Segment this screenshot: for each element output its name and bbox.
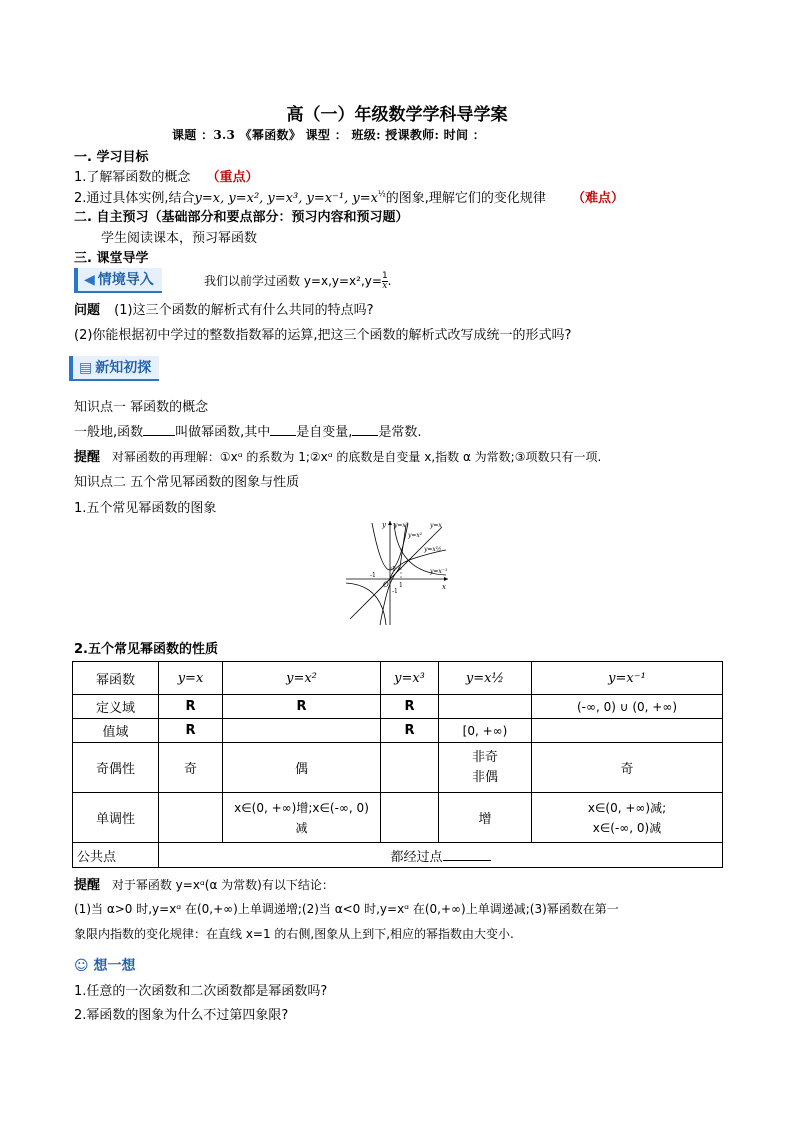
curve-y-x3 <box>380 525 406 625</box>
row-label: 值域 <box>73 719 159 743</box>
table-cell[interactable] <box>532 719 723 743</box>
table-cell: 奇 <box>159 743 223 793</box>
table-row <box>73 793 723 843</box>
label-x2: y=x² <box>408 532 423 539</box>
row-label: 单调性 <box>73 793 159 843</box>
subheading-properties: 2.五个常见幂函数的性质 <box>74 642 218 657</box>
common-point-text: 都经过点 <box>390 849 443 865</box>
common-point-cell <box>159 843 723 868</box>
badge-new-knowledge-label: 新知初探 <box>95 360 152 376</box>
table-cell: R <box>159 719 223 743</box>
question-1-text: (1)这三个函数的解析式有什么共同的特点吗? <box>114 303 374 318</box>
table-cell: R <box>159 695 223 719</box>
think-question-2: 2.幂函数的图象为什么不过第四象限? <box>74 1008 289 1023</box>
goal-1-tag: （重点） <box>206 170 259 185</box>
blank-common-point[interactable] <box>443 849 491 861</box>
intro-main: 我们以前学过函数 y=x,y=x²,y= <box>204 274 382 288</box>
page-subtitle: 课题 ：3.3 《幂函数》 课型 ： 班级: 授课教师: 时间 ： <box>172 128 486 142</box>
tip-2-line3: 象限内指数的变化规律：在直线 x=1 的右侧,图象从上到下,相应的幂指数由大变小. <box>74 927 514 941</box>
goal-2-tag: （难点） <box>572 191 625 206</box>
table-row <box>73 743 723 793</box>
intro-end: . <box>387 274 392 288</box>
label-x: y=x <box>430 522 442 529</box>
section-heading-guide: 三. 课堂导学 <box>74 251 149 266</box>
table-cell: R <box>223 695 381 719</box>
table-header: y=x³ <box>381 662 439 695</box>
goal-2-text-b: 的图象,理解它们的变化规律 <box>385 191 546 206</box>
table-cell: (-∞, 0) ∪ (0, +∞) <box>532 695 723 719</box>
think-heading <box>74 955 135 975</box>
knowledge-point-1: 知识点一 幂函数的概念 <box>74 400 209 415</box>
table-cell: [0, +∞) <box>439 719 532 743</box>
table-header: y=x⁻¹ <box>532 662 723 695</box>
table-cell: 偶 <box>223 743 381 793</box>
goal-2-text-a: 2.通过具体实例,结合 <box>74 191 195 206</box>
question-1 <box>74 299 373 318</box>
label-x-neg-one: -1 <box>370 572 376 579</box>
think-heading-text: 想一想 <box>93 958 136 974</box>
label-sqrt: y=x½ <box>424 546 442 553</box>
label-origin: O <box>383 581 389 589</box>
badge-situation-label: 情境导入 <box>97 272 154 288</box>
goal-1 <box>74 166 259 185</box>
intro-text <box>204 272 392 291</box>
table-header: y=x <box>159 662 223 695</box>
def-text-b: 叫做幂函数,其中 <box>175 425 271 440</box>
tip-2-line1 <box>74 874 334 893</box>
section-heading-goals: 一. 学习目标 <box>74 150 149 165</box>
tip-1-label: 提醒 <box>74 450 101 465</box>
tip-1 <box>74 446 601 465</box>
blank-variable[interactable] <box>270 424 296 436</box>
label-y-neg-one: -1 <box>392 588 398 595</box>
table-row-common <box>73 843 723 868</box>
row-label: 定义域 <box>73 695 159 719</box>
table-cell[interactable] <box>439 695 532 719</box>
goal-2-funcs: y=x, y=x², y=x³, y=x⁻¹, y=x <box>194 191 378 206</box>
goal-2-exp: ½ <box>377 189 386 199</box>
label-inv: y=x⁻¹ <box>430 568 448 575</box>
table-header: 幂函数 <box>73 662 159 695</box>
page-title: 高（一）年级数学学科导学案 <box>286 105 508 125</box>
table-cell: x∈(0, +∞)增;x∈(-∞, 0) 减 <box>223 793 381 843</box>
table-cell: 非奇 非偶 <box>439 743 532 793</box>
goal-2 <box>74 187 624 206</box>
intro-frac-den: x <box>382 281 388 291</box>
row-label: 奇偶性 <box>73 743 159 793</box>
label-y-axis: y <box>382 521 386 529</box>
book-icon: ▤ <box>79 360 93 376</box>
question-label: 问题 <box>74 303 101 318</box>
power-function-graph <box>342 517 454 627</box>
tip-2-line1-text: 对于幂函数 y=xᵅ(α 为常数)有以下结论： <box>111 878 334 892</box>
table-cell[interactable] <box>159 793 223 843</box>
label-y-one: 1 <box>392 566 396 573</box>
badge-new-knowledge <box>69 356 159 381</box>
goal-1-text: 1.了解幂函数的概念 <box>74 170 191 185</box>
table-cell[interactable] <box>223 719 381 743</box>
intro-frac-num: 1 <box>381 271 388 281</box>
blank-constant[interactable] <box>352 424 378 436</box>
knowledge-point-2: 知识点二 五个常见幂函数的图象与性质 <box>74 475 300 490</box>
table-header: y=x² <box>223 662 381 695</box>
think-question-1: 1.任意的一次函数和二次函数都是幂函数吗? <box>74 984 328 999</box>
preview-text: 学生阅读课本，预习幂函数 <box>101 231 258 246</box>
row-label: 公共点 <box>73 843 159 868</box>
table-cell[interactable] <box>381 793 439 843</box>
properties-table <box>72 661 723 868</box>
section-heading-preview: 二. 自主预习（基础部分和要点部分：预习内容和预习题） <box>74 210 409 225</box>
tip-1-text: 对幂函数的再理解：①xᵅ 的系数为 1;②xᵅ 的底数是自变量 x,指数 α 为常数;③项数只有一项. <box>111 450 602 464</box>
definition-line <box>74 421 422 440</box>
label-x3: y=x³ <box>394 522 409 529</box>
table-cell: R <box>381 695 439 719</box>
table-cell[interactable] <box>381 743 439 793</box>
y-axis-arrow <box>388 521 392 525</box>
badge-situation <box>74 268 162 293</box>
tip-2-line2: (1)当 α>0 时,y=xᵅ 在(0,+∞)上单调递增;(2)当 α<0 时,y=xᵅ 在(0,+∞)上单调递减;(3)幂函数在第一 <box>74 902 619 916</box>
table-header: y=x½ <box>439 662 532 695</box>
tip-2-label: 提醒 <box>74 878 101 893</box>
def-text-a: 一般地,函数 <box>74 425 144 440</box>
subheading-graphs: 1.五个常见幂函数的图象 <box>74 501 217 516</box>
table-row <box>73 719 723 743</box>
question-2: (2)你能根据初中学过的整数指数幂的运算,把这三个函数的解析式改写成统一的形式吗? <box>74 328 572 343</box>
lightbulb-icon: ☺ <box>74 958 89 974</box>
table-cell: x∈(0, +∞)减; x∈(-∞, 0)减 <box>532 793 723 843</box>
label-x-one: 1 <box>399 582 403 589</box>
x-axis-arrow <box>444 577 448 581</box>
table-row <box>73 695 723 719</box>
table-cell: 增 <box>439 793 532 843</box>
def-text-c: 是自变量, <box>296 425 353 440</box>
table-cell: R <box>381 719 439 743</box>
blank-function[interactable] <box>143 424 175 436</box>
table-header-row <box>73 662 723 695</box>
label-x-axis: x <box>442 583 446 591</box>
megaphone-icon: ◀ <box>84 272 95 288</box>
table-cell: 奇 <box>532 743 723 793</box>
def-text-d: 是常数. <box>378 425 422 440</box>
